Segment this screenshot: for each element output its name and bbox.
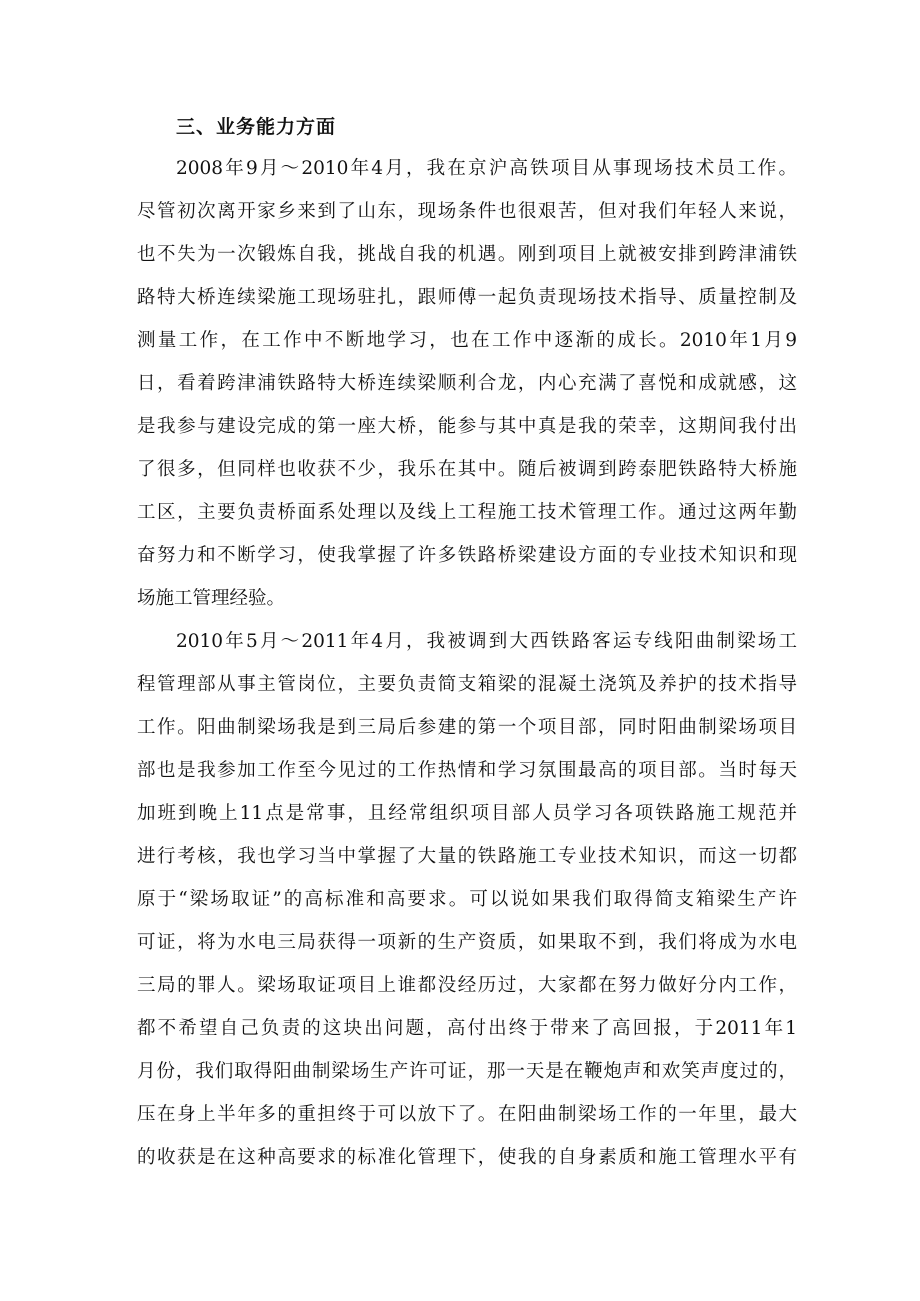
- paragraph-2-line: 压在身上半年多的重担终于可以放下了。在阳曲制梁场工作的一年里，最大: [137, 1104, 797, 1125]
- paragraph-1-line: 路特大桥连续梁施工现场驻扎，跟师傅一起负责现场技术指导、质量控制及: [137, 287, 797, 308]
- paragraph-1-line: 2008年9月～2010年4月，我在京沪高铁项目从事现场技术员工作。: [176, 158, 797, 179]
- paragraph-2-line: 可证，将为水电三局获得一项新的生产资质，如果取不到，我们将成为水电: [137, 932, 797, 953]
- paragraph-1-line: 日，看着跨津浦铁路特大桥连续梁顺利合龙，内心充满了喜悦和成就感，这: [137, 373, 797, 394]
- paragraph-1-line: 工区，主要负责桥面系处理以及线上工程施工技术管理工作。通过这两年勤: [137, 502, 797, 523]
- section-heading: 三、业务能力方面: [176, 116, 337, 138]
- paragraph-2-line: 工作。阳曲制梁场我是到三局后参建的第一个项目部，同时阳曲制梁场项目: [137, 717, 797, 738]
- paragraph-2-line: 加班到晚上11点是常事，且经常组织项目部人员学习各项铁路施工规范并: [137, 803, 797, 824]
- paragraph-1-line: 奋努力和不断学习，使我掌握了许多铁路桥梁建设方面的专业技术知识和现: [137, 545, 797, 566]
- paragraph-2-line: 进行考核，我也学习当中掌握了大量的铁路施工专业技术知识，而这一切都: [137, 846, 797, 867]
- paragraph-1-line: 是我参与建设完成的第一座大桥，能参与其中真是我的荣幸，这期间我付出: [137, 416, 797, 437]
- paragraph-2-line: 三局的罪人。梁场取证项目上谁都没经历过，大家都在努力做好分内工作，: [137, 975, 797, 996]
- paragraph-1-line: 也不失为一次锻炼自我，挑战自我的机遇。刚到项目上就被安排到跨津浦铁: [137, 244, 797, 265]
- paragraph-2-line: 部也是我参加工作至今见过的工作热情和学习氛围最高的项目部。当时每天: [137, 760, 797, 781]
- paragraph-2-line: 都不希望自己负责的这块出问题，高付出终于带来了高回报，于2011年1: [137, 1018, 797, 1039]
- paragraph-1-line: 了很多，但同样也收获不少，我乐在其中。随后被调到跨泰肥铁路特大桥施: [137, 459, 797, 480]
- paragraph-1-line: 尽管初次离开家乡来到了山东，现场条件也很艰苦，但对我们年轻人来说，: [137, 201, 797, 222]
- paragraph-1-line: 测量工作，在工作中不断地学习，也在工作中逐渐的成长。2010年1月9: [137, 330, 797, 351]
- paragraph-2-line: 月份，我们取得阳曲制梁场生产许可证，那一天是在鞭炮声和欢笑声度过的，: [137, 1061, 797, 1082]
- paragraph-2-line: 的收获是在这种高要求的标准化管理下，使我的自身素质和施工管理水平有: [137, 1147, 797, 1168]
- paragraph-2-line: 程管理部从事主管岗位，主要负责简支箱梁的混凝土浇筑及养护的技术指导: [137, 674, 797, 695]
- paragraph-2-line: 2010年5月～2011年4月，我被调到大西铁路客运专线阳曲制梁场工: [176, 631, 797, 652]
- paragraph-2-line: 原于“梁场取证”的高标准和高要求。可以说如果我们取得简支箱梁生产许: [137, 889, 797, 910]
- paragraph-1-line: 场施工管理经验。: [137, 588, 286, 609]
